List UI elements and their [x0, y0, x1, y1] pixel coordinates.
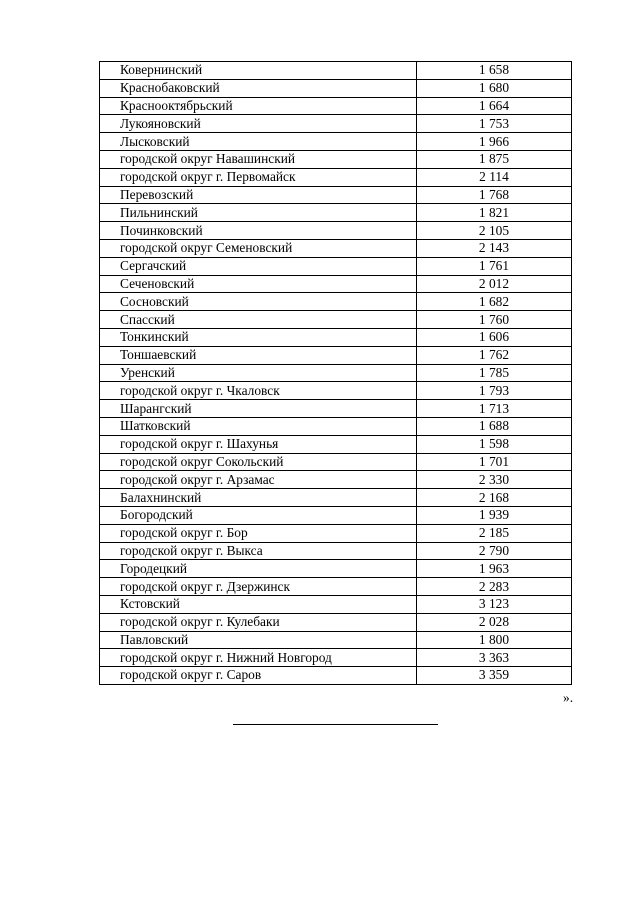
table-row: [100, 79, 572, 97]
district-name-cell: городской округ Сокольский: [100, 453, 417, 471]
value-cell: 1 713: [417, 400, 572, 418]
district-values-table: [99, 61, 572, 685]
district-name-cell: городской округ г. Арзамас: [100, 471, 417, 489]
value-cell: 3 363: [417, 649, 572, 667]
table-row: [100, 489, 572, 507]
district-name-cell: городской округ г. Чкаловск: [100, 382, 417, 400]
table-row: [100, 649, 572, 667]
value-cell: 1 753: [417, 115, 572, 133]
value-cell: 2 012: [417, 275, 572, 293]
value-cell: 1 598: [417, 435, 572, 453]
value-cell: 1 939: [417, 506, 572, 524]
table-row: [100, 578, 572, 596]
value-cell: 1 658: [417, 62, 572, 80]
table-row: [100, 257, 572, 275]
table-row: [100, 222, 572, 240]
district-name-cell: Павловский: [100, 631, 417, 649]
district-name-cell: Балахнинский: [100, 489, 417, 507]
district-name-cell: Шарангский: [100, 400, 417, 418]
district-name-cell: Тоншаевский: [100, 346, 417, 364]
value-cell: 1 760: [417, 311, 572, 329]
value-cell: 1 606: [417, 328, 572, 346]
table-row: [100, 382, 572, 400]
table-row: [100, 453, 572, 471]
table-row: [100, 150, 572, 168]
table-row: [100, 631, 572, 649]
table-row: [100, 435, 572, 453]
district-name-cell: Перевозский: [100, 186, 417, 204]
value-cell: 1 963: [417, 560, 572, 578]
district-name-cell: Тонкинский: [100, 328, 417, 346]
table-row: [100, 364, 572, 382]
district-name-cell: Спасский: [100, 311, 417, 329]
district-name-cell: городской округ г. Шахунья: [100, 435, 417, 453]
value-cell: 1 664: [417, 97, 572, 115]
district-name-cell: Починковский: [100, 222, 417, 240]
value-cell: 2 143: [417, 239, 572, 257]
value-cell: 1 785: [417, 364, 572, 382]
table-row: [100, 328, 572, 346]
table-row: [100, 97, 572, 115]
table-body: [100, 62, 572, 685]
table-row: [100, 346, 572, 364]
district-name-cell: Ковернинский: [100, 62, 417, 80]
separator-line: [233, 724, 438, 725]
value-cell: 1 762: [417, 346, 572, 364]
value-cell: 1 800: [417, 631, 572, 649]
district-name-cell: городской округ г. Кулебаки: [100, 613, 417, 631]
table-row: [100, 311, 572, 329]
district-name-cell: Сергачский: [100, 257, 417, 275]
table-row: [100, 275, 572, 293]
value-cell: 2 114: [417, 168, 572, 186]
value-cell: 2 028: [417, 613, 572, 631]
table-row: [100, 62, 572, 80]
value-cell: 1 761: [417, 257, 572, 275]
value-cell: 2 105: [417, 222, 572, 240]
value-cell: 3 123: [417, 595, 572, 613]
district-name-cell: Краснооктябрьский: [100, 97, 417, 115]
district-name-cell: городской округ Навашинский: [100, 150, 417, 168]
value-cell: 1 793: [417, 382, 572, 400]
value-cell: 1 768: [417, 186, 572, 204]
district-name-cell: городской округ г. Дзержинск: [100, 578, 417, 596]
value-cell: 1 875: [417, 150, 572, 168]
district-name-cell: Пильнинский: [100, 204, 417, 222]
district-name-cell: городской округ г. Бор: [100, 524, 417, 542]
table-row: [100, 667, 572, 685]
district-name-cell: Лукояновский: [100, 115, 417, 133]
district-name-cell: городской округ Семеновский: [100, 239, 417, 257]
table-row: [100, 293, 572, 311]
district-name-cell: Городецкий: [100, 560, 417, 578]
table-row: [100, 186, 572, 204]
value-cell: 1 966: [417, 133, 572, 151]
district-name-cell: городской округ г. Саров: [100, 667, 417, 685]
table-row: [100, 613, 572, 631]
value-cell: 1 701: [417, 453, 572, 471]
table-row: [100, 595, 572, 613]
closing-quote-mark: ».: [563, 690, 574, 705]
table-row: [100, 471, 572, 489]
table-row: [100, 542, 572, 560]
table-row: [100, 204, 572, 222]
district-name-cell: городской округ г. Выкса: [100, 542, 417, 560]
district-name-cell: Шатковский: [100, 417, 417, 435]
district-name-cell: Сосновский: [100, 293, 417, 311]
table-row: [100, 239, 572, 257]
value-cell: 3 359: [417, 667, 572, 685]
table-row: [100, 115, 572, 133]
table-row: [100, 524, 572, 542]
district-name-cell: Лысковский: [100, 133, 417, 151]
table-row: [100, 506, 572, 524]
value-cell: 2 283: [417, 578, 572, 596]
value-cell: 1 682: [417, 293, 572, 311]
district-name-cell: городской округ г. Первомайск: [100, 168, 417, 186]
value-cell: 1 688: [417, 417, 572, 435]
district-name-cell: Краснобаковский: [100, 79, 417, 97]
value-cell: 2 185: [417, 524, 572, 542]
district-name-cell: Сеченовский: [100, 275, 417, 293]
value-cell: 2 330: [417, 471, 572, 489]
table-row: [100, 560, 572, 578]
value-cell: 2 790: [417, 542, 572, 560]
value-cell: 2 168: [417, 489, 572, 507]
district-name-cell: городской округ г. Нижний Новгород: [100, 649, 417, 667]
value-cell: 1 680: [417, 79, 572, 97]
table-row: [100, 133, 572, 151]
value-cell: 1 821: [417, 204, 572, 222]
district-name-cell: Уренский: [100, 364, 417, 382]
table-row: [100, 168, 572, 186]
district-name-cell: Богородский: [100, 506, 417, 524]
district-name-cell: Кстовский: [100, 595, 417, 613]
table-row: [100, 417, 572, 435]
table-row: [100, 400, 572, 418]
